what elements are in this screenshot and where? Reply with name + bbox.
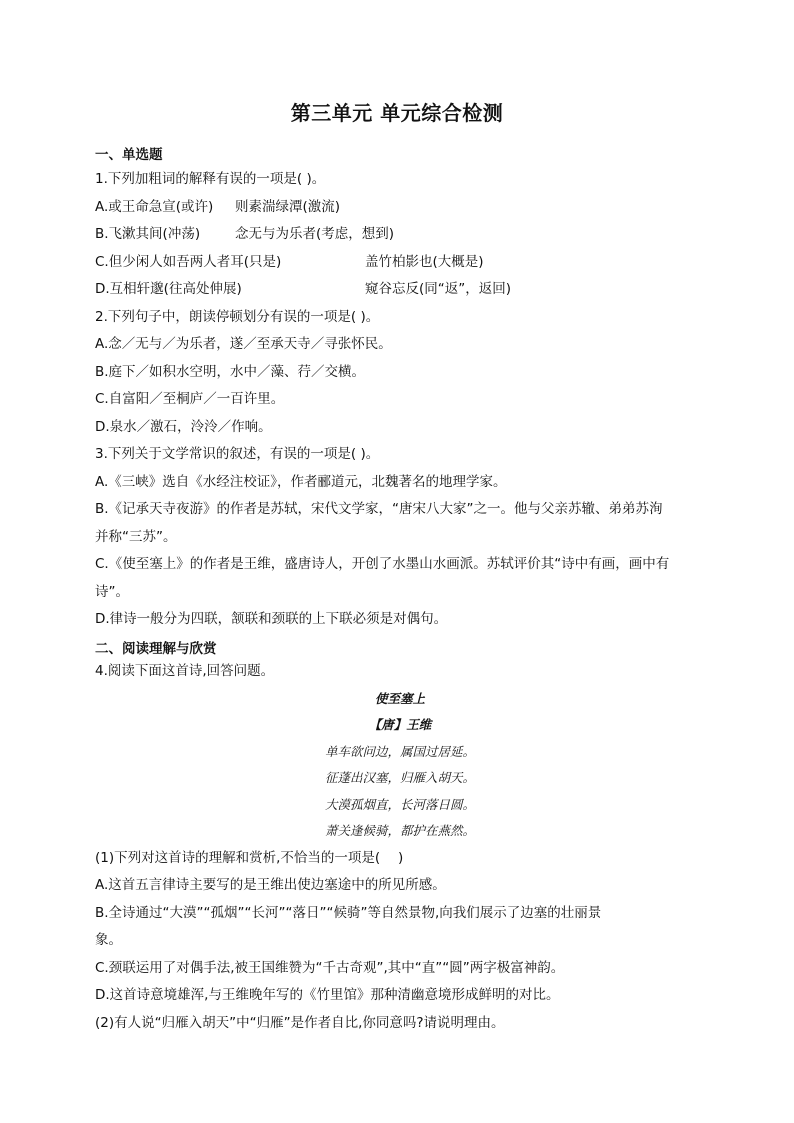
question-1-stem: 1.下列加粗词的解释有误的一项是( )。 [95, 171, 326, 187]
option-text: A.或王命急宣(或许) [95, 198, 214, 215]
option-text: D.互相轩邈(往高处伸展) [95, 281, 242, 297]
question-4-stem: 4.阅读下面这首诗,回答问题。 [95, 662, 275, 679]
poem-line: 大漠孤烟直，长河落日圆。 [324, 796, 475, 812]
question-3-option-b-cont: 并称“三苏”。 [95, 528, 177, 545]
question-4-sub-1: (1)下列对这首诗的理解和赏析,不恰当的一项是( ) [95, 849, 404, 866]
question-2-stem: 2.下列句子中，朗读停顿划分有误的一项是( )。 [95, 308, 380, 325]
question-1-option-d [95, 276, 705, 304]
document-body [95, 142, 705, 1037]
question-3-option-a: A.《三峡》选自《水经注校证》，作者郦道元，北魏著名的地理学家。 [95, 473, 507, 490]
poem-line: 单车欲问边，属国过居延。 [324, 743, 475, 759]
poem-author: 【唐】王维 [368, 717, 432, 732]
question-4-option-d: D.这首诗意境雄浑,与王维晚年写的《竹里馆》那种清幽意境形成鲜明的对比。 [95, 987, 560, 1003]
question-3-option-c: C.《使至塞上》的作者是王维，盛唐诗人，开创了水墨山水画派。苏轼评价其“诗中有画，画中有 [95, 556, 670, 572]
poem-line: 征蓬出汉塞，归雁入胡天。 [324, 770, 475, 785]
option-text: B.飞漱其间(冲荡) [95, 226, 201, 242]
question-2-option-b: B.庭下／如积水空明，水中／藻、荇／交横。 [95, 363, 366, 380]
poem-block [95, 686, 705, 845]
question-3-stem: 3.下列关于文学常识的叙述，有误的一项是( )。 [95, 446, 380, 462]
question-3-option-b: B.《记承天寺夜游》的作者是苏轼，宋代文学家，“唐宋八大家”之一。他与父亲苏辙、弟弟苏洵 [95, 501, 663, 517]
option-text: 则素湍绿潭(激流) [235, 198, 341, 215]
question-4-option-c: C.颈联运用了对偶手法,被王国维赞为“千古奇观”,其中“直”“圆”两字极富神韵。 [95, 959, 565, 976]
question-4-option-b: B.全诗通过“大漠”“孤烟”“长河”“落日”“候骑”等自然景物,向我们展示了边塞的壮丽景 [95, 904, 602, 921]
section-heading-single-choice: 一、单选题 [95, 147, 163, 163]
option-text: 盖竹柏影也(大概是) [365, 253, 484, 270]
page-title: 第三单元 单元综合检测 [290, 101, 504, 125]
question-4-option-b-cont: 象。 [95, 932, 122, 948]
option-text: 念无与为乐者(考虑，想到) [235, 226, 395, 242]
question-3-option-d: D.律诗一般分为四联，颔联和颈联的上下联必须是对偶句。 [95, 611, 448, 627]
poem-title: 使至塞上 [374, 690, 425, 706]
question-4-sub-2: (2)有人说“归雁入胡天”中“归雁”是作者自比,你同意吗?请说明理由。 [95, 1014, 505, 1031]
question-4-option-a: A.这首五言律诗主要写的是王维出使边塞途中的所见所感。 [95, 877, 446, 893]
question-1-option-c [95, 249, 705, 277]
question-1-option-b [95, 221, 705, 249]
question-2-option-a: A.念／无与／为乐者，遂／至承天寺／寻张怀民。 [95, 336, 392, 352]
question-2-option-c: C.自富阳／至桐庐／一百许里。 [95, 391, 285, 407]
section-heading-reading: 二、阅读理解与欣赏 [95, 640, 217, 657]
question-1-option-a [95, 194, 705, 222]
poem-line: 萧关逢候骑，都护在燕然。 [324, 823, 475, 838]
question-3-option-c-cont: 诗”。 [95, 583, 129, 600]
option-text: 窥谷忘反(同“返”，返回) [365, 281, 512, 297]
question-2-option-d: D.泉水／激石，泠泠／作响。 [95, 418, 272, 435]
option-text: C.但少闲人如吾两人者耳(只是) [95, 253, 282, 270]
